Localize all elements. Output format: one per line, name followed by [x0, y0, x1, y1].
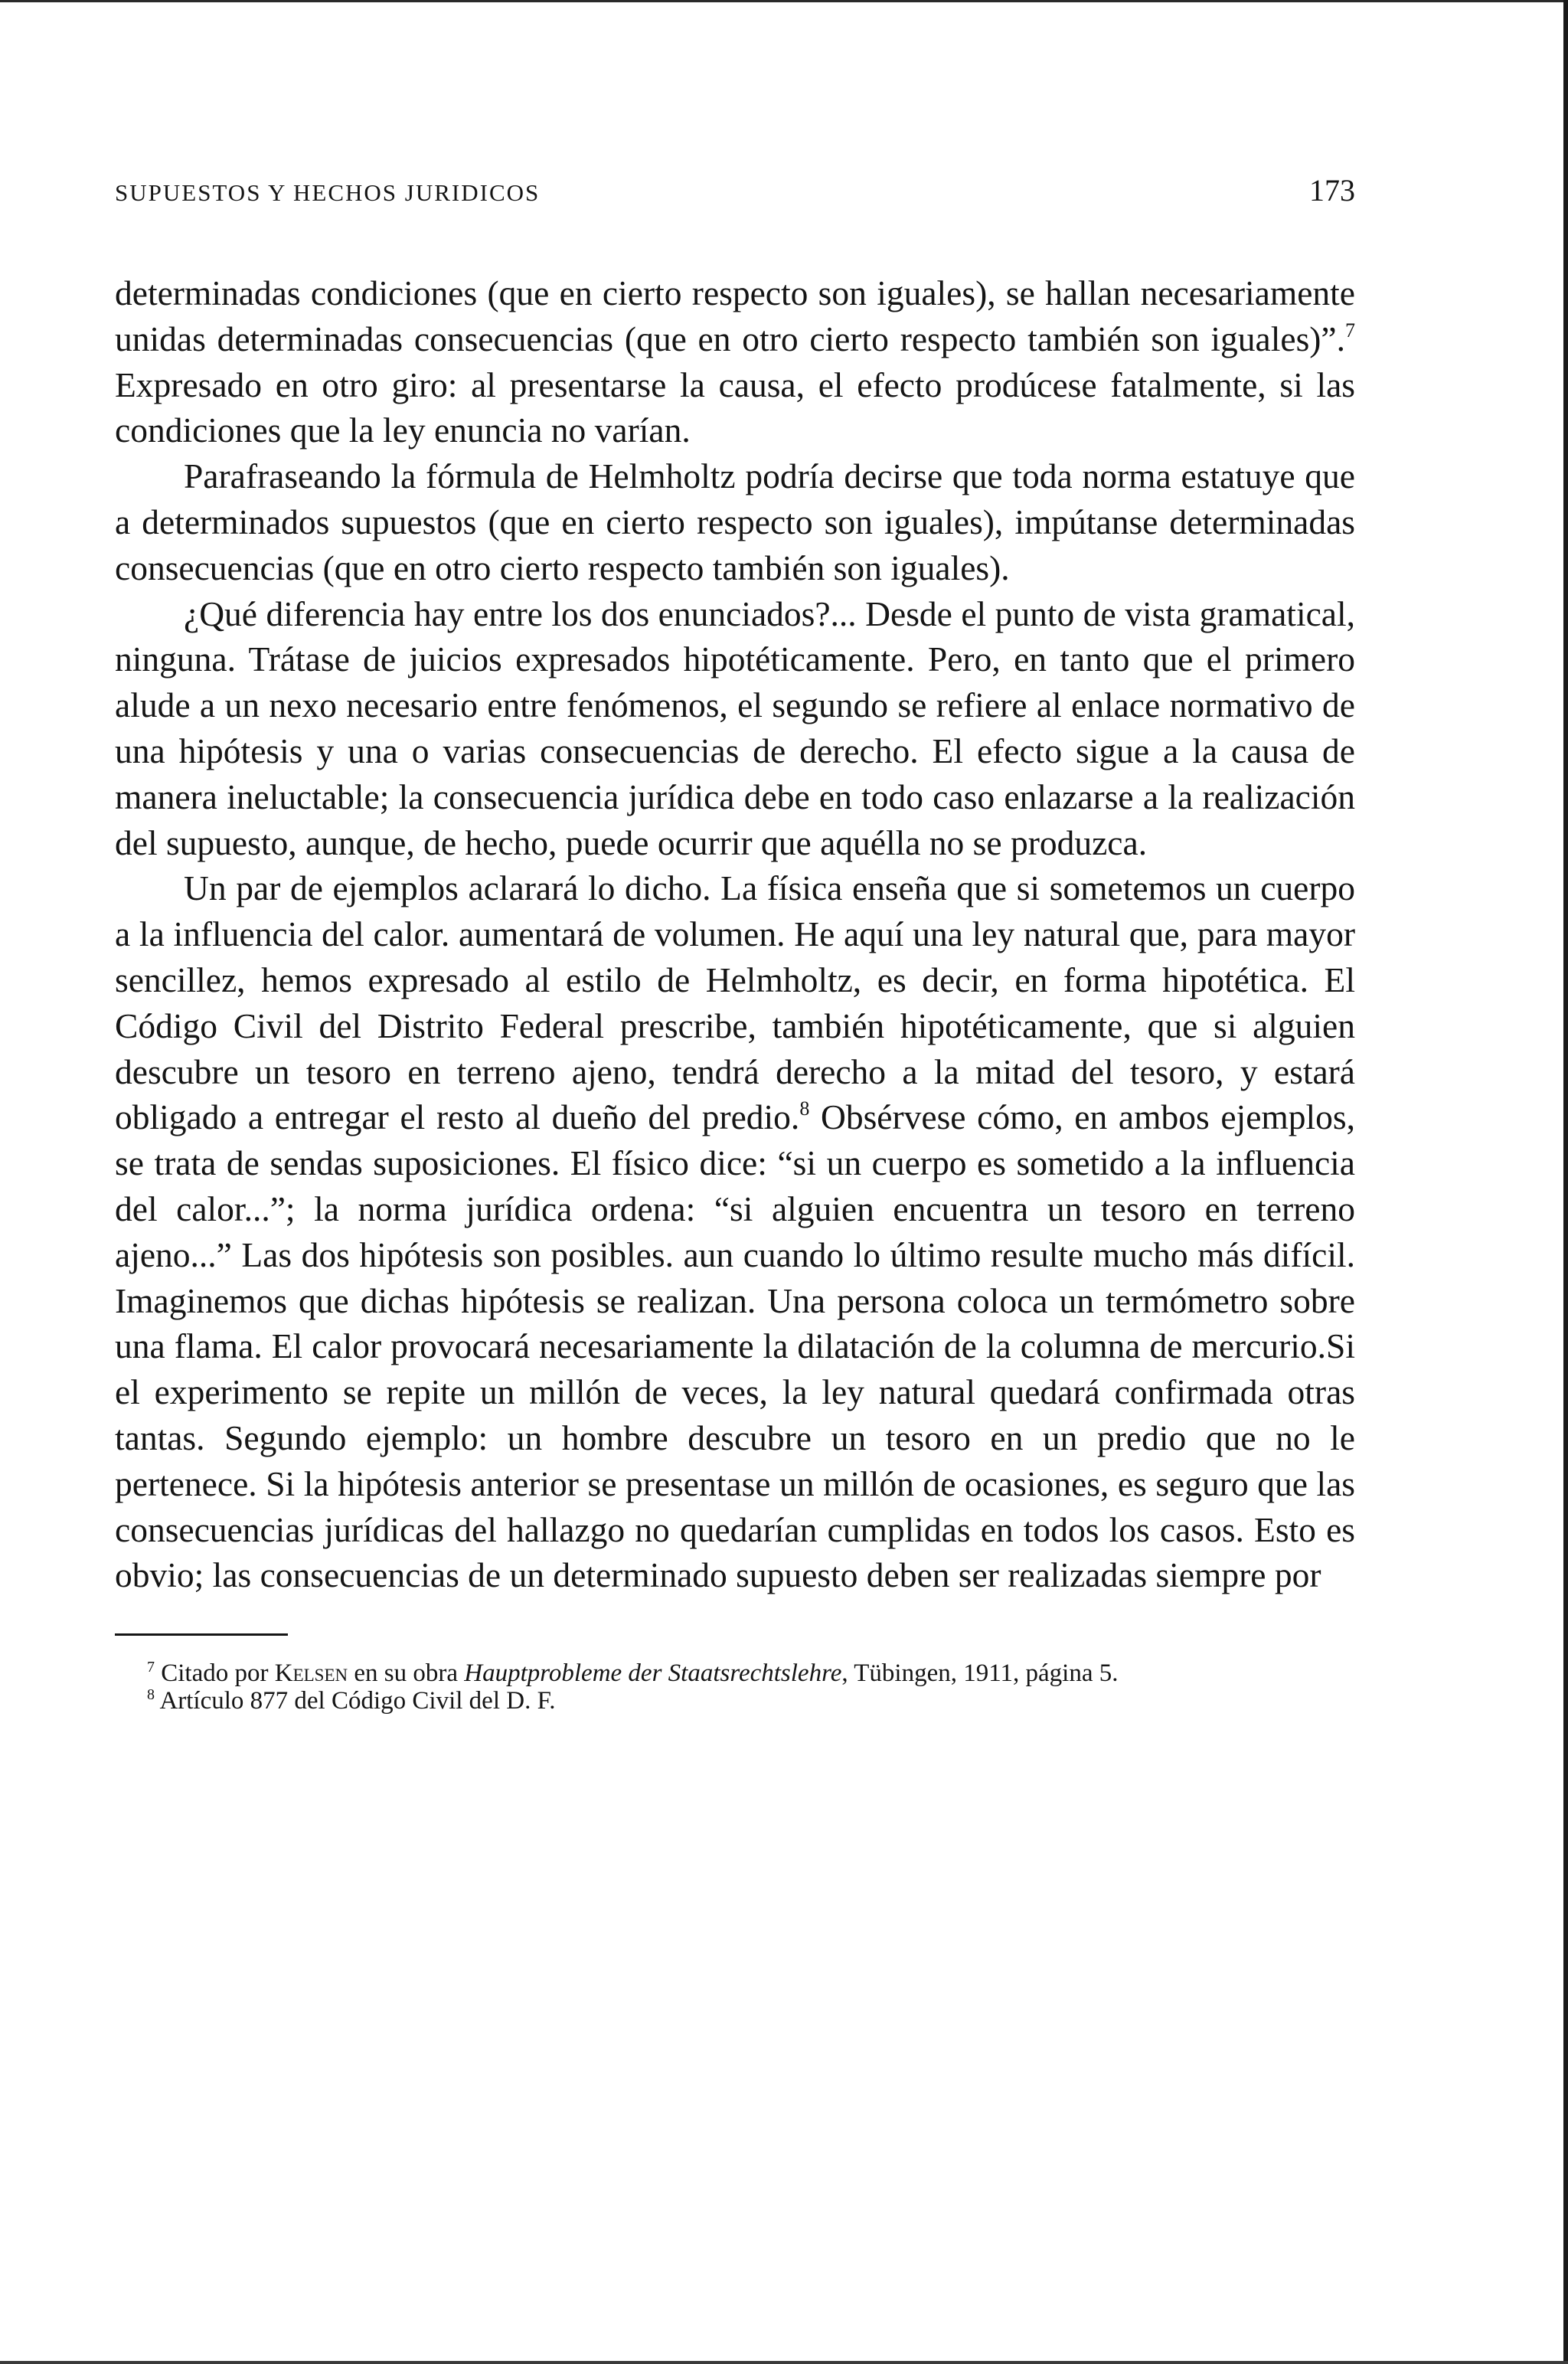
book-page — [115, 172, 1355, 1715]
body-text — [115, 270, 1355, 1598]
running-head — [115, 172, 1355, 218]
paragraph-4-text-b: Obsérvese cómo, en ambos ejemplos, se trata de sendas suposiciones. El físico dice: “si un cuerpo es sometido a la influencia del calor...”; la norma jurídica ordena: “si alguien encuentra un tesoro en terreno ajeno...” Las dos hipótesis son posibles. aun cuando lo último resulte mucho más difícil. Imaginemos que dichas hipótesis se realizan. Una persona coloca un termómetro sobre una flama. El calor provocará necesariamente la dilatación de la columna de mercurio.Si el experimento se repite un millón de veces, la ley natural quedará confirmada otras tantas. Segundo ejemplo: un hombre descubre un tesoro en un predio que no le pertenece. Si la hipótesis anterior se presentase un millón de ocasiones, es seguro que las consecuencias jurídicas del hallazgo no quedarían cumplidas en todos los casos. Esto es obvio; las consecuencias de un determinado supuesto deben ser realizadas siempre por — [115, 1097, 1356, 1595]
footnote-7-tail: , Tübingen, 1911, página 5. — [841, 1659, 1119, 1688]
scan-border-right — [1563, 0, 1568, 2364]
paragraph-2: Parafraseando la fórmula de Helmholtz podría decirse que toda norma estatuye que a determinados supuestos (que en cierto respecto son iguales), impútanse determinadas consecuencias (que en otro cierto respecto también son iguales). — [115, 456, 1355, 587]
footnote-marker: 7 — [147, 1659, 155, 1676]
scan-border-bottom — [0, 2361, 1568, 2364]
footnote-ref-7: 7 — [1345, 319, 1355, 342]
footnotes — [115, 1660, 1355, 1714]
footnote-8 — [115, 1688, 1355, 1714]
footnote-7-mid: en su obra — [348, 1659, 465, 1688]
footnote-7-lead: Citado por — [161, 1659, 275, 1688]
paragraph-1-text-a: determinadas condiciones (que en cierto respecto son iguales), se hallan necesariamente unidas determinadas consecuencias (que en otro cierto respecto también son iguales)”. — [115, 273, 1355, 358]
page-number: 173 — [1309, 173, 1355, 208]
footnote-7-author: Kelsen — [274, 1659, 348, 1688]
paragraph-1-text-b: Expresado en otro giro: al presentarse la causa, el efecto prodúcese fatalmente, si las condiciones que la ley enuncia no varían. — [115, 365, 1355, 450]
paragraph-4 — [115, 865, 1355, 1598]
footnote-marker: 8 — [147, 1686, 155, 1704]
footnote-rule — [115, 1633, 288, 1636]
footnote-7 — [115, 1660, 1355, 1686]
footnote-8-text: Artículo 877 del Código Civil del D. F. — [159, 1687, 556, 1715]
scan-border-top — [0, 0, 1568, 2]
footnote-7-work: Hauptprobleme der Staatsrechtslehre — [464, 1659, 842, 1688]
footnote-ref-8: 8 — [799, 1097, 810, 1120]
paragraph-1 — [115, 270, 1355, 453]
running-title: SUPUESTOS Y HECHOS JURIDICOS — [115, 179, 541, 206]
paragraph-4-text-a: Un par de ejemplos aclarará lo dicho. La física enseña que si sometemos un cuerpo a la influencia del calor. aumentará de volumen. He aquí una ley natural que, para mayor sencillez, hemos expresado al estilo de Helmholtz, es decir, en forma hipotética. El Código Civil del Distrito Federal prescribe, también hipotéticamente, que si alguien descubre un tesoro en terreno ajeno, tendrá derecho a la mitad del tesoro, y estará obligado a entregar el resto al dueño del predio. — [115, 868, 1355, 1137]
paragraph-3: ¿Qué diferencia hay entre los dos enunciados?... Desde el punto de vista gramatical, ninguna. Trátase de juicios expresados hipotéticamente. Pero, en tanto que el primero alude a un nexo necesario entre fenómenos, el segundo se refiere al enlace normativo de una hipótesis y una o varias consecuencias de derecho. El efecto sigue a la causa de manera ineluctable; la consecuencia jurídica debe en todo caso enlazarse a la realización del supuesto, aunque, de hecho, puede ocurrir que aquélla no se produzca. — [115, 593, 1355, 862]
